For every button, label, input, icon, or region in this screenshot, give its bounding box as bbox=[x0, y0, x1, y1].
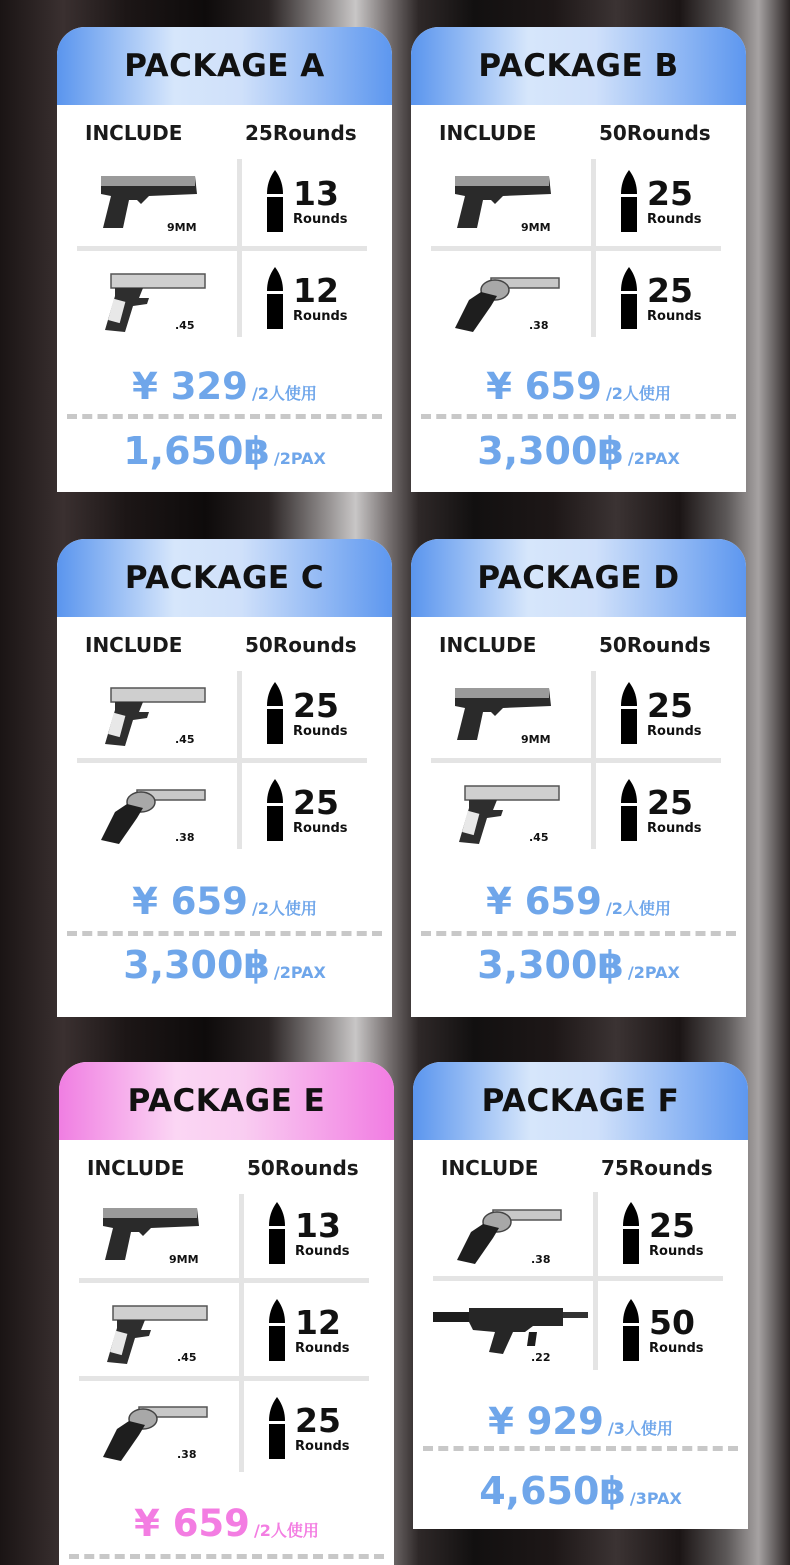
caliber-label: 9MM bbox=[169, 1253, 199, 1266]
bullet-icon bbox=[265, 267, 285, 329]
include-label: INCLUDE bbox=[85, 121, 183, 145]
caliber-label: .45 bbox=[175, 733, 195, 746]
vertical-divider bbox=[593, 1192, 598, 1370]
rounds-count: 25 bbox=[293, 783, 339, 822]
dashed-divider bbox=[421, 414, 736, 419]
rounds-label: Rounds bbox=[293, 212, 348, 227]
include-row bbox=[411, 633, 746, 657]
bullet-icon bbox=[265, 170, 285, 232]
package-a-title: PACKAGE A bbox=[57, 27, 392, 105]
include-row bbox=[411, 121, 746, 145]
package-f-title: PACKAGE F bbox=[413, 1062, 748, 1140]
caliber-label: .45 bbox=[175, 319, 195, 332]
horizontal-divider bbox=[79, 1376, 369, 1381]
horizontal-divider bbox=[431, 246, 721, 251]
rounds-count: 25 bbox=[295, 1401, 341, 1440]
price-thb: 4,650฿ /3PAX bbox=[479, 1469, 682, 1513]
caliber-label: .22 bbox=[531, 1351, 551, 1364]
dashed-divider bbox=[423, 1446, 738, 1451]
rifle-22-icon bbox=[433, 1302, 588, 1374]
rounds-count: 25 bbox=[647, 271, 693, 310]
caliber-label: .38 bbox=[529, 319, 549, 332]
bullet-icon bbox=[267, 1202, 287, 1264]
rounds-label: Rounds bbox=[293, 724, 348, 739]
price-thb: 3,300฿ /2PAX bbox=[477, 429, 680, 473]
price-cny: ¥ 659 /2人使用 bbox=[134, 1502, 319, 1545]
price-cny: ¥ 659 /2人使用 bbox=[486, 880, 671, 923]
package-b-card[interactable] bbox=[411, 27, 746, 492]
total-rounds: 75Rounds bbox=[601, 1156, 713, 1180]
price-cny: ¥ 659 /2人使用 bbox=[132, 880, 317, 923]
total-rounds: 50Rounds bbox=[247, 1156, 359, 1180]
dashed-divider bbox=[421, 931, 736, 936]
rounds-count: 50 bbox=[649, 1303, 695, 1342]
total-rounds: 50Rounds bbox=[599, 121, 711, 145]
rounds-count: 25 bbox=[647, 174, 693, 213]
rounds-label: Rounds bbox=[295, 1244, 350, 1259]
horizontal-divider bbox=[433, 1276, 723, 1281]
rounds-label: Rounds bbox=[647, 724, 702, 739]
include-label: INCLUDE bbox=[85, 633, 183, 657]
bullet-icon bbox=[619, 170, 639, 232]
bullet-icon bbox=[619, 267, 639, 329]
rounds-label: Rounds bbox=[647, 821, 702, 836]
dashed-divider bbox=[69, 1554, 384, 1559]
horizontal-divider bbox=[77, 758, 367, 763]
package-c-title: PACKAGE C bbox=[57, 539, 392, 617]
caliber-label: .45 bbox=[177, 1351, 197, 1364]
horizontal-divider bbox=[431, 758, 721, 763]
include-label: INCLUDE bbox=[441, 1156, 539, 1180]
total-rounds: 25Rounds bbox=[245, 121, 357, 145]
package-b-title: PACKAGE B bbox=[411, 27, 746, 105]
caliber-label: .38 bbox=[177, 1448, 197, 1461]
bullet-icon bbox=[619, 779, 639, 841]
package-c-card[interactable] bbox=[57, 539, 392, 1017]
rounds-label: Rounds bbox=[647, 212, 702, 227]
bullet-icon bbox=[621, 1299, 641, 1361]
rounds-label: Rounds bbox=[647, 309, 702, 324]
rounds-label: Rounds bbox=[293, 309, 348, 324]
package-e-title: PACKAGE E bbox=[59, 1062, 394, 1140]
rounds-label: Rounds bbox=[295, 1439, 350, 1454]
vertical-divider bbox=[239, 1194, 244, 1472]
total-rounds: 50Rounds bbox=[245, 633, 357, 657]
horizontal-divider bbox=[79, 1278, 369, 1283]
include-label: INCLUDE bbox=[439, 121, 537, 145]
bullet-icon bbox=[621, 1202, 641, 1264]
bullet-icon bbox=[267, 1299, 287, 1361]
bullet-icon bbox=[267, 1397, 287, 1459]
include-row bbox=[57, 633, 392, 657]
bullet-icon bbox=[265, 682, 285, 744]
price-cny: ¥ 329 /2人使用 bbox=[132, 365, 317, 408]
price-thb: 3,300฿ /2PAX bbox=[123, 943, 326, 987]
bullet-icon bbox=[265, 779, 285, 841]
rounds-count: 12 bbox=[293, 271, 339, 310]
caliber-label: 9MM bbox=[167, 221, 197, 234]
bullet-icon bbox=[619, 682, 639, 744]
rounds-label: Rounds bbox=[295, 1341, 350, 1356]
caliber-label: 9MM bbox=[521, 733, 551, 746]
price-cny: ¥ 929 /3人使用 bbox=[488, 1400, 673, 1443]
caliber-label: .38 bbox=[175, 831, 195, 844]
rounds-count: 13 bbox=[295, 1206, 341, 1245]
rounds-label: Rounds bbox=[649, 1244, 704, 1259]
price-thb: 1,650฿ /2PAX bbox=[123, 429, 326, 473]
rounds-count: 25 bbox=[293, 686, 339, 725]
package-a-card[interactable] bbox=[57, 27, 392, 492]
caliber-label: .45 bbox=[529, 831, 549, 844]
package-e-card[interactable] bbox=[59, 1062, 394, 1565]
package-d-title: PACKAGE D bbox=[411, 539, 746, 617]
include-row bbox=[57, 121, 392, 145]
total-rounds: 50Rounds bbox=[599, 633, 711, 657]
package-d-card[interactable] bbox=[411, 539, 746, 1017]
include-label: INCLUDE bbox=[439, 633, 537, 657]
rounds-count: 13 bbox=[293, 174, 339, 213]
price-thb: 3,300฿ /2PAX bbox=[477, 943, 680, 987]
price-cny: ¥ 659 /2人使用 bbox=[486, 365, 671, 408]
horizontal-divider bbox=[77, 246, 367, 251]
rounds-count: 25 bbox=[647, 783, 693, 822]
caliber-label: 9MM bbox=[521, 221, 551, 234]
rounds-label: Rounds bbox=[293, 821, 348, 836]
include-row bbox=[413, 1156, 748, 1180]
package-f-card[interactable] bbox=[413, 1062, 748, 1529]
rounds-count: 25 bbox=[649, 1206, 695, 1245]
include-label: INCLUDE bbox=[87, 1156, 185, 1180]
rounds-count: 12 bbox=[295, 1303, 341, 1342]
rounds-label: Rounds bbox=[649, 1341, 704, 1356]
dashed-divider bbox=[67, 931, 382, 936]
rounds-count: 25 bbox=[647, 686, 693, 725]
dashed-divider bbox=[67, 414, 382, 419]
caliber-label: .38 bbox=[531, 1253, 551, 1266]
include-row bbox=[59, 1156, 394, 1180]
